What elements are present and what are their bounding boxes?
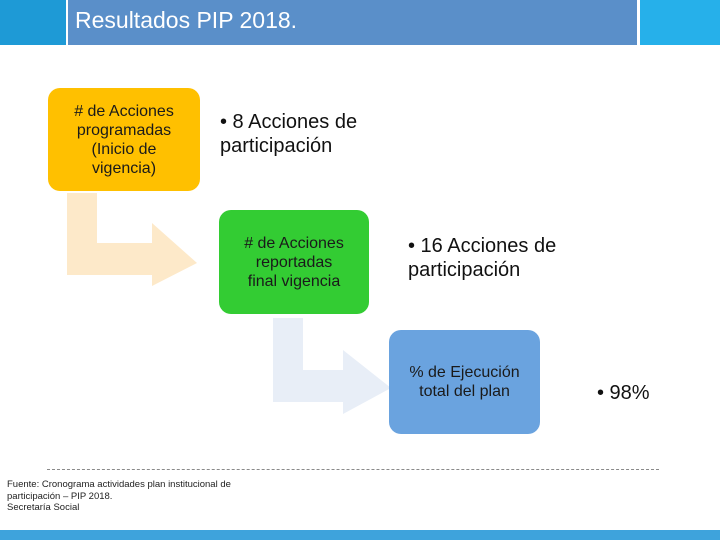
page-title: Resultados PIP 2018. [75, 7, 298, 33]
box-label: # de Acciones programadas (Inicio de vigencia) [74, 102, 174, 177]
source-note: Fuente: Cronograma actividades plan institucional de participación – PIP 2018. Secretaría Social [7, 479, 231, 513]
divider [47, 469, 659, 470]
box-label: % de Ejecución total del plan [409, 364, 520, 400]
box-label: # de Acciones reportadas final vigencia [244, 234, 344, 290]
bullet-acciones-programadas: • 8 Acciones de participación [220, 111, 358, 157]
footer-bar [0, 530, 720, 540]
bent-arrow-icon [62, 193, 222, 289]
bullet-acciones-reportadas: • 16 Acciones de participación [408, 235, 557, 281]
diagram-box-programadas [48, 88, 200, 191]
diagram-box-reportadas [219, 210, 369, 314]
diagram-box-ejecucion [389, 330, 540, 434]
bullet-ejecucion: • 98% [597, 382, 650, 404]
bent-arrow-icon [273, 318, 398, 418]
header-accent-right [640, 0, 720, 45]
header-accent-left [0, 0, 66, 45]
